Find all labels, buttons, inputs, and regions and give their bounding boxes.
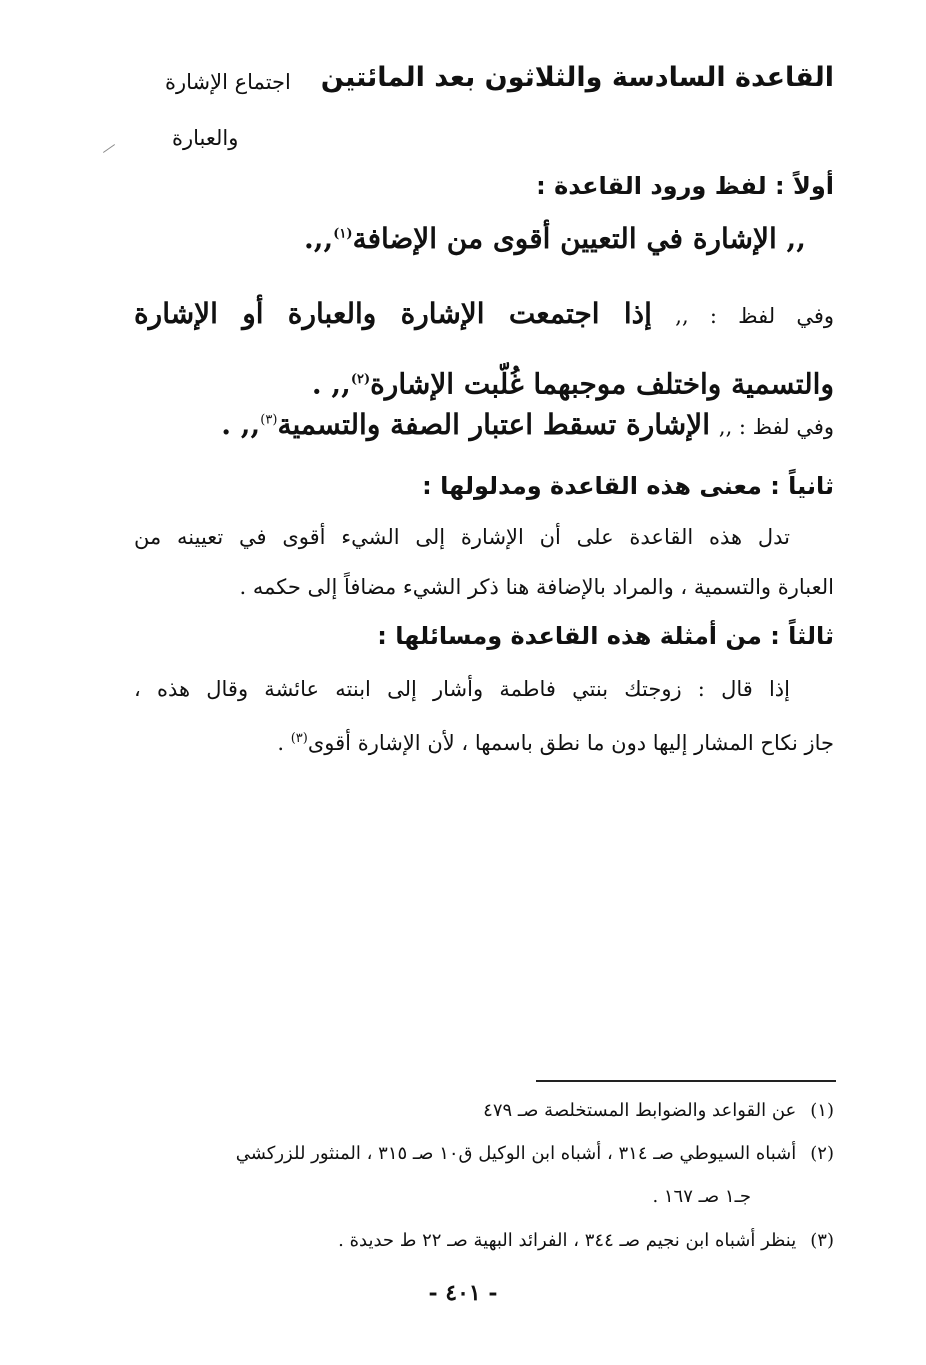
side-topic-line2: والعبارة (172, 126, 239, 150)
pen-mark (103, 144, 115, 153)
section2-heading: ثانياً : معنى هذه القاعدة ومدلولها : (422, 472, 834, 500)
variant3-line (221, 408, 834, 441)
footnote-number: (١) (810, 1100, 834, 1121)
variant2-end: ,, . (311, 367, 351, 401)
variant2-text1: إذا اجتمعت الإشارة والعبارة أو الإشارة (134, 297, 652, 330)
footnote-number: (٣) (810, 1230, 834, 1251)
section3-paragraph (134, 664, 834, 768)
footnote-ref: (٣) (260, 412, 278, 428)
section3-line2-text: جاز نكاح المشار إليها دون ما نطق باسمها ، لأن الإشارة أقوى (307, 731, 834, 755)
section2-line2: العبارة والتسمية ، والمراد بالإضافة هنا ذكر الشيء مضافاً إلى حكمه . (239, 575, 834, 599)
section3-heading: ثالثاً : من أمثلة هذه القاعدة ومسائلها : (377, 622, 834, 650)
variant3-prefix: وفي لفظ : ,, (718, 415, 834, 439)
variant3-end: ,, . (221, 408, 261, 441)
section3-line2-end: . (277, 731, 291, 755)
footnote-2 (236, 1143, 834, 1164)
footnote-text: ينظر أشباه ابن نجيم صـ ٣٤٤ ، الفرائد البهية صـ ٢٢ ط حديدة . (338, 1230, 797, 1251)
rule-quote-text: ,, الإشارة في التعيين أقوى من الإضافة (352, 222, 806, 255)
footnote-rule (536, 1080, 836, 1082)
footnote-ref: (٣) (290, 731, 308, 746)
page-number: - ٤٠١ - (428, 1280, 498, 1306)
footnote-text: أشباه السيوطي صـ ٣١٤ ، أشباه ابن الوكيل ق١٠ صـ ٣١٥ ، المنثور للزركشي (235, 1143, 797, 1164)
footnote-ref: (١) (333, 226, 353, 242)
running-title: القاعدة السادسة والثلاثون بعد المائتين (320, 62, 834, 93)
footnote-text: عن القواعد والضوابط المستخلصة صـ ٤٧٩ (483, 1100, 797, 1121)
footnote-ref: (٢) (350, 372, 371, 387)
footnote-2-continuation: جـ١ صـ ١٦٧ . (652, 1186, 751, 1207)
variant3-text: الإشارة تسقط اعتبار الصفة والتسمية (277, 408, 710, 441)
variant2-block (134, 282, 834, 416)
footnote-number: (٢) (810, 1143, 834, 1164)
variant2-line1 (134, 282, 834, 348)
section2-line1: تدل هذه القاعدة على أن الإشارة إلى الشيء أقوى في تعيينه من (134, 525, 790, 549)
footnote-3 (338, 1230, 834, 1251)
quote-end: ,,. (304, 222, 334, 255)
variant2-text2: والتسمية واختلف موجبهما غُلّبت الإشارة (370, 367, 834, 401)
rule-quote (304, 222, 806, 255)
footnote-1 (483, 1100, 834, 1121)
variant2-prefix: وفي لفظ : ,, (675, 304, 834, 328)
section1-heading: أولاً : لفظ ورود القاعدة : (536, 172, 834, 200)
section2-paragraph (134, 512, 834, 612)
side-topic-line1: اجتماع الإشارة (165, 70, 291, 94)
section3-line1: إذا قال : زوجتك بنتي فاطمة وأشار إلى ابنته عائشة وقال هذه ، (134, 677, 790, 701)
section3-line2 (134, 714, 834, 768)
variant2-line2 (134, 348, 834, 416)
